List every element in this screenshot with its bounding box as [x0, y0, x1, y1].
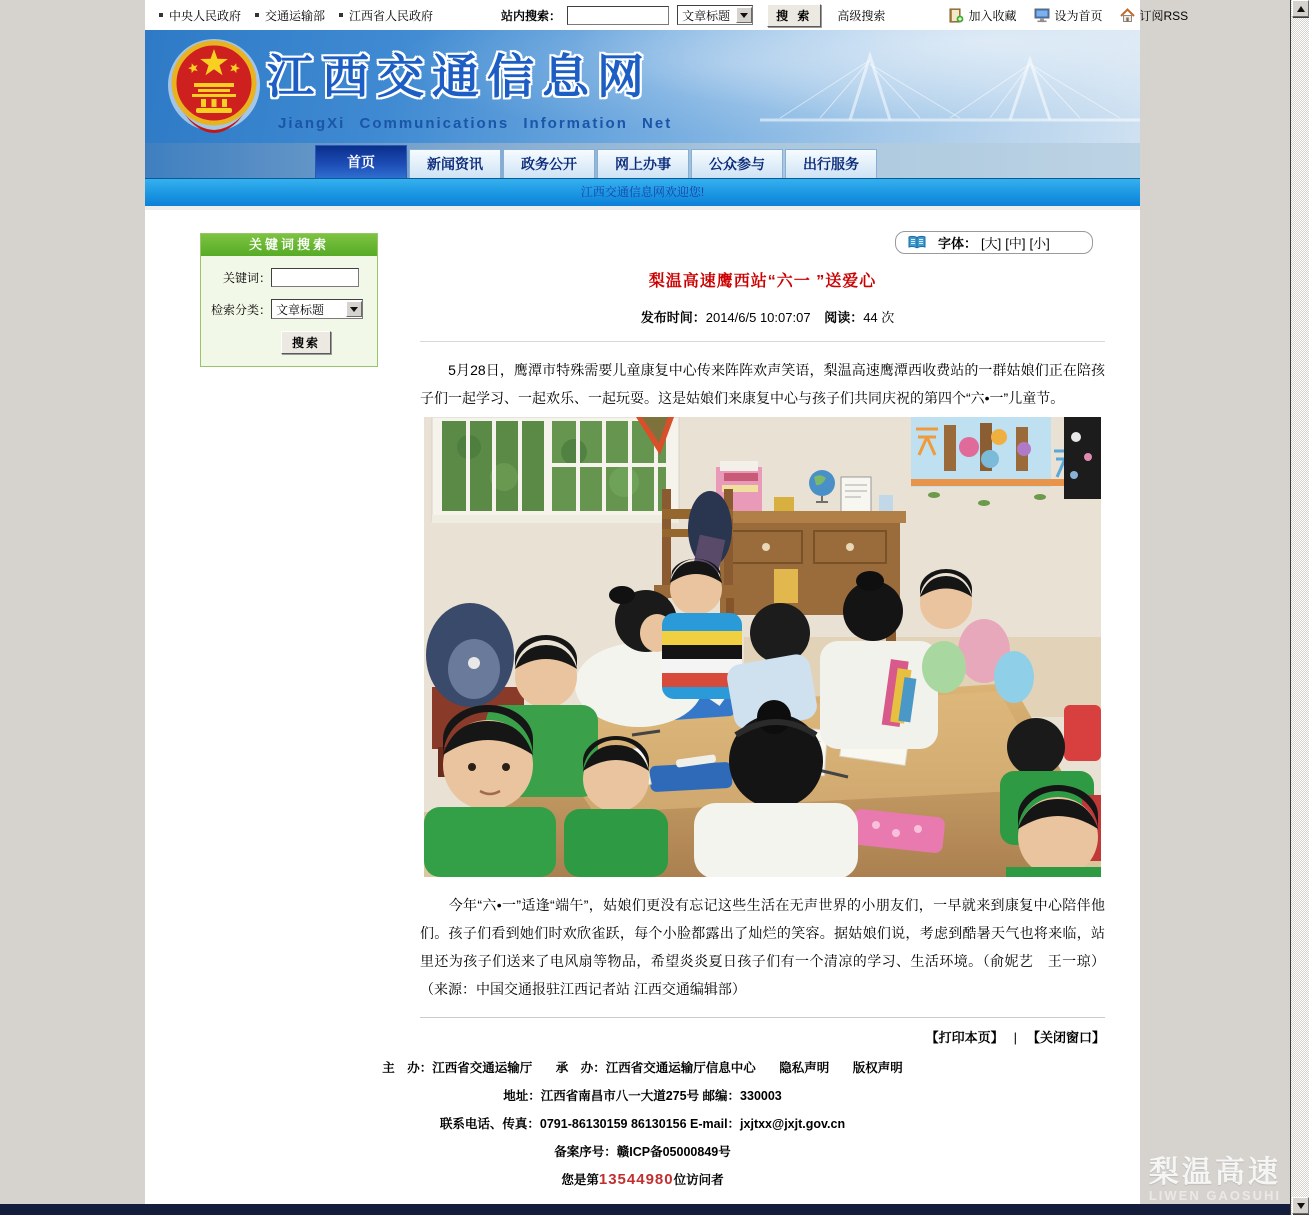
privacy-statement-link[interactable]: 隐私声明: [779, 1061, 830, 1075]
site-search-category-value: 文章标题: [682, 8, 731, 23]
publish-time-label: 发布时间：: [640, 310, 706, 325]
page: [145, 0, 1189, 1204]
monitor-icon: [1034, 8, 1050, 23]
national-emblem-logo: [168, 37, 260, 136]
category-select[interactable]: [271, 299, 363, 319]
site-banner: [145, 30, 1140, 143]
footer-host-line: [145, 1054, 1140, 1082]
category-select-value: 文章标题: [276, 302, 325, 317]
set-homepage-label: 设为首页: [1054, 8, 1103, 23]
open-book-icon: [908, 235, 926, 250]
chevron-down-icon: [736, 7, 752, 23]
watermark: [1149, 1156, 1281, 1203]
main-navigation: [145, 143, 1140, 178]
top-utility-bar: [145, 0, 1189, 30]
article-title: 梨温高速鹰西站“六一 ”送爱心: [648, 273, 877, 290]
nav-tab-news[interactable]: 新闻资讯: [409, 149, 501, 178]
site-search-input[interactable]: [567, 6, 669, 25]
site-footer: [145, 1054, 1140, 1194]
chevron-down-icon: [346, 301, 362, 317]
keyword-search-button[interactable]: 搜索: [281, 331, 331, 354]
keyword-search-title: 关键词搜索: [201, 234, 377, 256]
visitor-counter: [145, 1166, 1140, 1194]
site-title: 江西交通信息网: [267, 50, 652, 103]
article-paragraph-1: 5月28日，鹰潭市特殊需要儿童康复中心传来阵阵欢声笑语，梨温高速鹰潭西收费站的一群姑娘们正在陪孩子们一起学习、一起欢乐、一起玩耍。这是姑娘们来康复中心与孩子们共同庆祝的第四个“六•一”儿童节。: [420, 362, 1105, 406]
down-arrow-icon: [1297, 1203, 1305, 1213]
up-arrow-icon: [1297, 2, 1305, 12]
site-subtitle: JiangXi Communications Information Net: [278, 115, 673, 132]
rss-subscribe-link[interactable]: [1120, 7, 1188, 24]
footer-host: 主 办：江西省交通运输厅: [382, 1061, 533, 1075]
nav-tab-travel-service[interactable]: 出行服务: [785, 149, 877, 178]
topbar-link-province-gov[interactable]: 江西省人民政府: [349, 8, 434, 23]
content-area: [145, 210, 1140, 1204]
font-size-control: [895, 231, 1093, 254]
article-actions: [420, 1017, 1105, 1046]
divider: |: [1013, 1030, 1017, 1045]
add-favorites-label: 加入收藏: [968, 8, 1017, 23]
advanced-search-link[interactable]: 高级搜索: [837, 8, 886, 23]
visitor-prefix: 您是第: [561, 1173, 599, 1187]
vertical-scrollbar[interactable]: [1290, 0, 1309, 1215]
font-size-label: 字体：: [938, 236, 978, 251]
copyright-statement-link[interactable]: 版权声明: [852, 1061, 903, 1075]
read-count-value: 44 次: [863, 310, 895, 325]
nav-tab-online-service[interactable]: 网上办事: [597, 149, 689, 178]
nav-tab-gov-affairs[interactable]: 政务公开: [503, 149, 595, 178]
home-icon: [1120, 8, 1135, 23]
nav-tab-home[interactable]: 首页: [315, 145, 407, 178]
keyword-search-box: [200, 233, 378, 367]
read-count-label: 阅读：: [824, 310, 864, 325]
square-bullet-icon: [339, 13, 343, 17]
add-favorites-link[interactable]: [949, 7, 1016, 24]
bridge-illustration: [760, 50, 1140, 143]
site-search-label: 站内搜索：: [501, 8, 562, 23]
square-bullet-icon: [159, 13, 163, 17]
site-search-category-select[interactable]: [677, 5, 753, 25]
publish-time-value: 2014/6/5 10:07:07: [705, 310, 811, 325]
category-label: 检索分类：: [210, 302, 271, 317]
article-photo: [424, 417, 1101, 877]
topbar-link-central-gov[interactable]: 中央人民政府: [169, 8, 242, 23]
square-bullet-icon: [255, 13, 259, 17]
keyword-input[interactable]: [271, 268, 359, 287]
address-book-icon: [949, 8, 964, 23]
bottom-bar: [0, 1204, 1309, 1215]
footer-contact: 联系电话、传真：0791-86130159 86130156 E-mail：jxjtxx@jxjt.gov.cn: [439, 1117, 846, 1131]
footer-address: 地址：江西省南昌市八一大道275号 邮编：330003: [503, 1089, 782, 1103]
divider: [420, 341, 1105, 342]
scroll-down-button[interactable]: [1292, 1197, 1309, 1214]
watermark-english: LIWEN GAOSUHI: [1148, 1187, 1281, 1203]
footer-organizer: 承 办：江西省交通运输厅信息中心: [555, 1061, 756, 1075]
font-size-large[interactable]: [大]: [981, 236, 1002, 251]
set-homepage-link[interactable]: [1034, 7, 1102, 24]
article: [420, 210, 1105, 1046]
article-meta: [420, 307, 1105, 326]
welcome-marquee: 江西交通信息网欢迎您!: [145, 178, 1140, 206]
site-search-button[interactable]: 搜 索: [767, 4, 821, 27]
keyword-label: 关键词：: [222, 271, 271, 285]
footer-icp: 备案序号：赣ICP备05000849号: [554, 1145, 731, 1159]
article-paragraph-2: 今年“六•一”适逢“端午”，姑娘们更没有忘记这些生活在无声世界的小朋友们，一早就来到康复中心陪伴他们。孩子们看到她们时欢欣雀跃，每个小脸都露出了灿烂的笑容。据姑娘们说，考虑到酷暑天气也将来临，站里还为孩子们送来了电风扇等物品，希望炎炎夏日孩子们有一个清凉的学习、生活环境。（俞妮艺 王一琼）（来源：中国交通报驻江西记者站 江西交通编辑部）: [420, 897, 1105, 997]
visitor-suffix: 位访问者: [673, 1173, 724, 1187]
nav-tab-participation[interactable]: 公众参与: [691, 149, 783, 178]
font-size-small[interactable]: [小]: [1029, 236, 1050, 251]
print-page-link[interactable]: 【打印本页】: [925, 1030, 1004, 1045]
font-size-medium[interactable]: [中]: [1005, 236, 1026, 251]
close-window-link[interactable]: 【关闭窗口】: [1026, 1030, 1105, 1045]
visitor-count: 13544980: [598, 1171, 674, 1188]
topbar-link-ministry[interactable]: 交通运输部: [265, 8, 326, 23]
watermark-chinese: 梨温高速: [1148, 1155, 1281, 1189]
scroll-up-button[interactable]: [1292, 0, 1309, 17]
rss-subscribe-label: 订阅RSS: [1139, 8, 1189, 23]
